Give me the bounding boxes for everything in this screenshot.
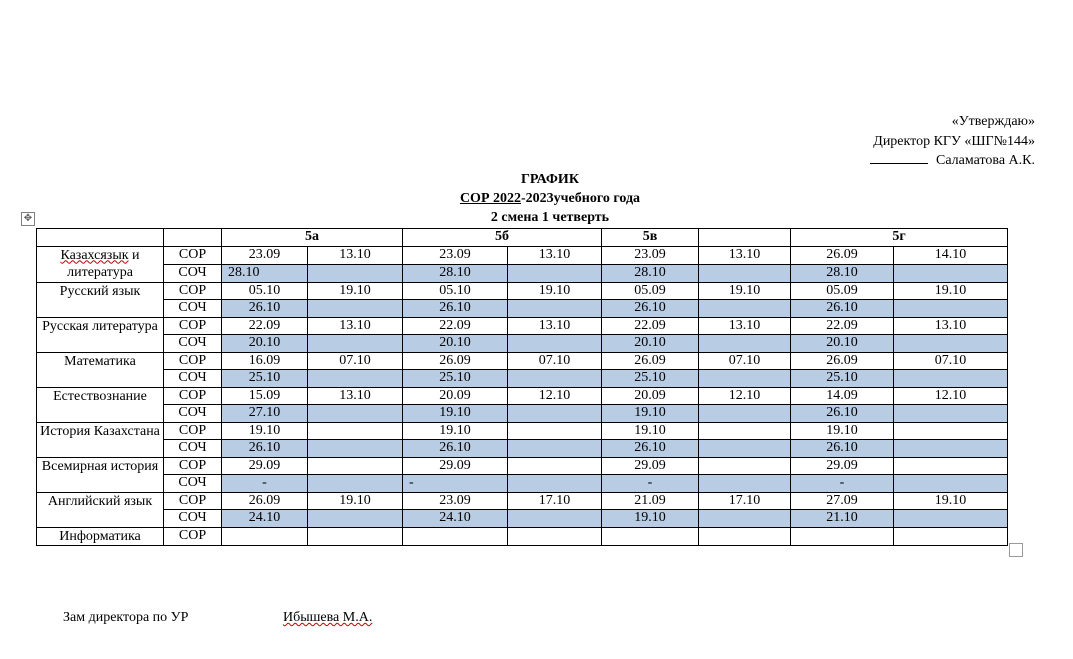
schedule-table: [36, 228, 1008, 546]
date-cell: 13.10: [894, 317, 1008, 335]
date-cell: 19.10: [894, 282, 1008, 300]
date-cell: 19.10: [403, 405, 508, 423]
subject-name: История Казахстана: [40, 423, 160, 439]
date-cell: 26.10: [602, 300, 699, 318]
subject-name: Английский язык: [47, 493, 153, 509]
header-blank-type: [164, 229, 222, 247]
date-cell: [894, 335, 1008, 353]
date-cell: 14.10: [894, 246, 1008, 264]
date-cell: 13.10: [699, 246, 791, 264]
subject-cell: [37, 527, 164, 546]
table-row: [37, 264, 1008, 282]
table-move-handle-icon[interactable]: ✥: [21, 212, 35, 226]
assessment-type-cell: СОР: [164, 422, 222, 440]
date-cell: [699, 264, 791, 282]
date-cell: 23.09: [403, 492, 508, 510]
date-cell: 26.10: [791, 300, 894, 318]
subject-cell: [37, 387, 164, 422]
date-cell: [308, 264, 403, 282]
footer-position: Зам директора по УР: [63, 610, 189, 625]
date-cell: [308, 422, 403, 440]
document-title: [0, 170, 1073, 227]
date-cell: 19.10: [699, 282, 791, 300]
date-cell: 26.10: [222, 300, 308, 318]
table-resize-handle-icon[interactable]: [1009, 543, 1023, 557]
assessment-type-cell: СОР: [164, 282, 222, 300]
header-class: [699, 229, 791, 247]
table-row: [37, 282, 1008, 300]
date-cell: [508, 370, 602, 388]
date-cell: 20.10: [602, 335, 699, 353]
footer-name: [283, 610, 372, 626]
assessment-type-cell: СОР: [164, 387, 222, 405]
date-cell: [308, 475, 403, 493]
date-cell: [403, 527, 508, 546]
date-cell: 12.10: [894, 387, 1008, 405]
subject-cell: [37, 246, 164, 282]
date-cell: 13.10: [508, 246, 602, 264]
date-cell: 26.09: [791, 352, 894, 370]
date-cell: 19.10: [602, 510, 699, 528]
assessment-type-cell: СОЧ: [164, 335, 222, 353]
subject-cell: [37, 282, 164, 317]
date-cell: 19.10: [222, 422, 308, 440]
date-cell: 19.10: [308, 492, 403, 510]
date-cell: [894, 264, 1008, 282]
table-row: [37, 492, 1008, 510]
date-cell: [894, 475, 1008, 493]
date-cell: 26.09: [222, 492, 308, 510]
date-cell: [894, 422, 1008, 440]
subject-cell: [37, 317, 164, 352]
date-cell: 23.09: [602, 246, 699, 264]
subject-name: Естествознание: [53, 388, 147, 404]
date-cell: [308, 510, 403, 528]
date-cell: 17.10: [508, 492, 602, 510]
date-cell: 28.10: [602, 264, 699, 282]
subject-name: Всемирная история: [41, 458, 159, 474]
date-cell: 13.10: [699, 317, 791, 335]
header-row: [37, 229, 1008, 247]
title-line1: ГРАФИК: [521, 172, 579, 187]
approval-line1: «Утверждаю»: [951, 114, 1035, 129]
date-cell: 26.10: [602, 440, 699, 458]
assessment-type-cell: СОР: [164, 492, 222, 510]
subject-name: Русский язык: [59, 283, 141, 299]
date-cell: 28.10: [403, 264, 508, 282]
date-cell: [508, 457, 602, 475]
assessment-type-cell: СОЧ: [164, 440, 222, 458]
date-cell: [791, 527, 894, 546]
date-cell: [508, 422, 602, 440]
date-cell: [699, 335, 791, 353]
date-cell: [508, 335, 602, 353]
subject-cell: [37, 352, 164, 387]
assessment-type-cell: СОЧ: [164, 510, 222, 528]
date-cell: [699, 527, 791, 546]
date-cell: [699, 510, 791, 528]
date-cell: 23.09: [403, 246, 508, 264]
date-cell: [222, 527, 308, 546]
header-class: 5б: [403, 229, 602, 247]
table-row: [37, 352, 1008, 370]
date-cell: 05.09: [791, 282, 894, 300]
date-cell: 26.09: [791, 246, 894, 264]
date-cell: [894, 405, 1008, 423]
date-cell: 22.09: [222, 317, 308, 335]
date-cell: 12.10: [699, 387, 791, 405]
date-cell: 24.10: [403, 510, 508, 528]
date-cell: 26.10: [791, 405, 894, 423]
date-cell: 19.10: [508, 282, 602, 300]
date-cell: 05.09: [602, 282, 699, 300]
assessment-type-cell: СОЧ: [164, 264, 222, 282]
date-cell: [894, 510, 1008, 528]
assessment-type-cell: СОЧ: [164, 475, 222, 493]
date-cell: [508, 300, 602, 318]
approval-name: Саламатова А.К.: [935, 153, 1035, 168]
date-cell: 24.10: [222, 510, 308, 528]
date-cell: 23.09: [222, 246, 308, 264]
date-cell: 05.10: [403, 282, 508, 300]
header-class: 5г: [791, 229, 1008, 247]
date-cell: 26.09: [602, 352, 699, 370]
footer-name-text: Ибышева М.А.: [283, 610, 373, 625]
date-cell: -: [791, 475, 894, 493]
date-cell: [894, 440, 1008, 458]
date-cell: [894, 370, 1008, 388]
approval-line2: Директор КГУ «ШГ№144»: [873, 133, 1035, 149]
date-cell: 22.09: [403, 317, 508, 335]
date-cell: 05.10: [222, 282, 308, 300]
date-cell: 29.09: [403, 457, 508, 475]
date-cell: -: [403, 475, 508, 493]
title-line3: 2 смена 1 четверть: [490, 210, 610, 225]
date-cell: 26.10: [403, 440, 508, 458]
table-row: [37, 475, 1008, 493]
subject-name: Русская литература: [42, 318, 158, 334]
assessment-type-cell: СОЧ: [164, 370, 222, 388]
assessment-type-cell: СОР: [164, 527, 222, 546]
date-cell: 20.09: [602, 387, 699, 405]
date-cell: [508, 510, 602, 528]
date-cell: 16.09: [222, 352, 308, 370]
approval-line3: [870, 151, 1035, 171]
header-blank-subject: [37, 229, 164, 247]
date-cell: 19.10: [602, 405, 699, 423]
date-cell: -: [602, 475, 699, 493]
date-cell: 26.10: [403, 300, 508, 318]
date-cell: 07.10: [308, 352, 403, 370]
date-cell: [699, 370, 791, 388]
date-cell: 13.10: [308, 246, 403, 264]
table-row: [37, 335, 1008, 353]
date-cell: [308, 457, 403, 475]
date-cell: [699, 457, 791, 475]
date-cell: 26.10: [791, 440, 894, 458]
table-row: [37, 246, 1008, 264]
date-cell: 26.09: [403, 352, 508, 370]
date-cell: 28.10: [791, 264, 894, 282]
date-cell: 21.09: [602, 492, 699, 510]
date-cell: 20.09: [403, 387, 508, 405]
date-cell: 20.10: [791, 335, 894, 353]
date-cell: 07.10: [508, 352, 602, 370]
date-cell: 26.10: [222, 440, 308, 458]
date-cell: [894, 527, 1008, 546]
date-cell: 25.10: [222, 370, 308, 388]
date-cell: [894, 300, 1008, 318]
title-line2-rest: -2023учебного года: [521, 191, 641, 206]
date-cell: [508, 264, 602, 282]
date-cell: [602, 527, 699, 546]
date-cell: 28.10: [222, 264, 308, 282]
date-cell: 15.09: [222, 387, 308, 405]
date-cell: [699, 440, 791, 458]
assessment-type-cell: СОР: [164, 352, 222, 370]
date-cell: 07.10: [894, 352, 1008, 370]
subject-cell: [37, 422, 164, 457]
date-cell: [308, 370, 403, 388]
date-cell: 29.09: [791, 457, 894, 475]
date-cell: 27.09: [791, 492, 894, 510]
date-cell: [699, 422, 791, 440]
date-cell: [508, 475, 602, 493]
date-cell: [508, 405, 602, 423]
date-cell: 25.10: [403, 370, 508, 388]
date-cell: 21.10: [791, 510, 894, 528]
date-cell: 13.10: [508, 317, 602, 335]
date-cell: 20.10: [222, 335, 308, 353]
subject-cell: [37, 457, 164, 492]
date-cell: [508, 527, 602, 546]
date-cell: 22.09: [791, 317, 894, 335]
table-row: [37, 440, 1008, 458]
signature-line: [870, 151, 928, 164]
date-cell: 19.10: [791, 422, 894, 440]
date-cell: 07.10: [699, 352, 791, 370]
date-cell: 29.09: [602, 457, 699, 475]
assessment-type-cell: СОЧ: [164, 300, 222, 318]
assessment-type-cell: СОР: [164, 246, 222, 264]
header-class: 5а: [222, 229, 403, 247]
date-cell: [508, 440, 602, 458]
assessment-type-cell: СОР: [164, 317, 222, 335]
date-cell: 19.10: [894, 492, 1008, 510]
date-cell: [308, 527, 403, 546]
date-cell: -: [222, 475, 308, 493]
date-cell: [308, 300, 403, 318]
header-class: 5в: [602, 229, 699, 247]
table-row: [37, 387, 1008, 405]
title-line2-underlined: СОР 2022: [459, 191, 521, 206]
date-cell: [894, 457, 1008, 475]
title-line2: [0, 189, 1073, 208]
subject-cell: [37, 492, 164, 527]
date-cell: 19.10: [403, 422, 508, 440]
date-cell: 27.10: [222, 405, 308, 423]
subject-name-misspelled-word: Казахсязык: [60, 247, 129, 263]
subject-name: Информатика: [59, 528, 141, 544]
table-row: [37, 457, 1008, 475]
date-cell: 13.10: [308, 387, 403, 405]
table-row: [37, 527, 1008, 546]
date-cell: [308, 335, 403, 353]
table-row: [37, 422, 1008, 440]
date-cell: 25.10: [602, 370, 699, 388]
date-cell: [308, 440, 403, 458]
date-cell: 14.09: [791, 387, 894, 405]
table-row: [37, 317, 1008, 335]
date-cell: 12.10: [508, 387, 602, 405]
date-cell: 13.10: [308, 317, 403, 335]
table-row: [37, 510, 1008, 528]
date-cell: [699, 405, 791, 423]
table-row: [37, 300, 1008, 318]
date-cell: [699, 475, 791, 493]
date-cell: 29.09: [222, 457, 308, 475]
subject-name: Математика: [64, 353, 136, 369]
date-cell: 22.09: [602, 317, 699, 335]
table-row: [37, 370, 1008, 388]
date-cell: 25.10: [791, 370, 894, 388]
date-cell: 19.10: [602, 422, 699, 440]
assessment-type-cell: СОР: [164, 457, 222, 475]
date-cell: [699, 300, 791, 318]
table-row: [37, 405, 1008, 423]
date-cell: 17.10: [699, 492, 791, 510]
date-cell: [308, 405, 403, 423]
approval-block: [870, 112, 1035, 171]
subject-name: Казахсязык и литература: [60, 247, 140, 280]
date-cell: 20.10: [403, 335, 508, 353]
assessment-type-cell: СОЧ: [164, 405, 222, 423]
date-cell: 19.10: [308, 282, 403, 300]
